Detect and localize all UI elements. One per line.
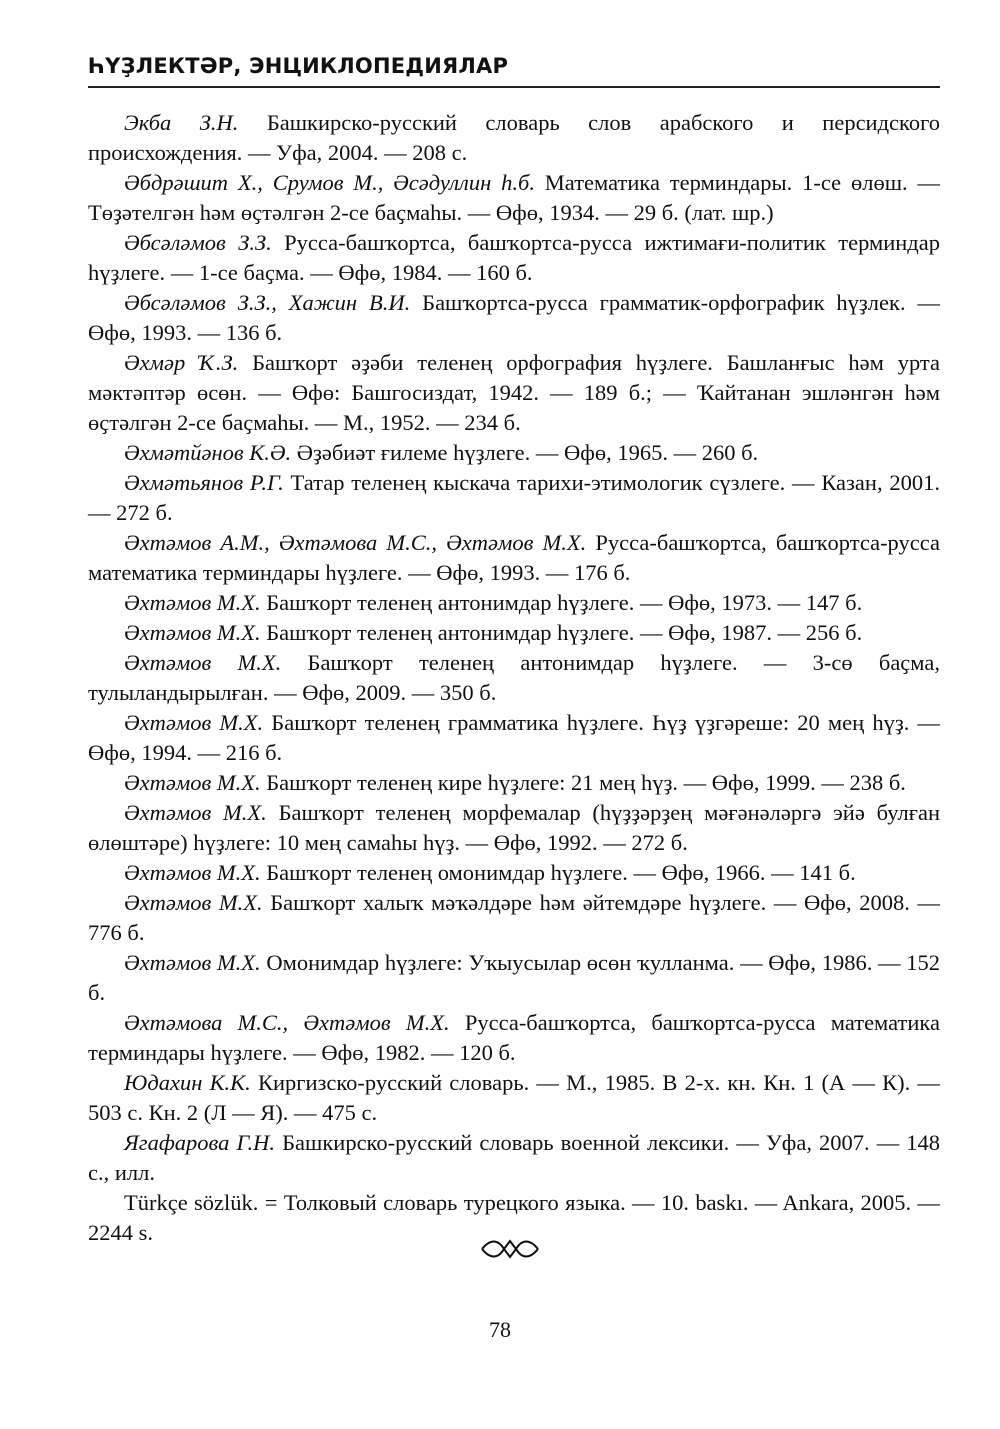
entry-author: Ягафарова Г.Н.	[124, 1130, 276, 1155]
entry-text: Башкирско-русский словарь военной лексики. — Уфа, 2007. — 148 с., илл.	[88, 1130, 940, 1185]
entry-author: Әбсәләмов З.З., Хажин В.И.	[124, 290, 411, 315]
entry-author: Әхтәмов М.Х.	[124, 590, 261, 615]
entry-text: Башкирско-русский словарь слов арабского и персидского происхождения. — Уфа, 2004. — 208 с.	[88, 110, 940, 165]
bibliography-entry	[88, 528, 940, 588]
entry-author: Әхмәр Ҡ.З.	[124, 350, 239, 375]
entry-author: Әхтәмов М.Х.	[124, 800, 267, 825]
header-rule	[88, 86, 940, 88]
entry-author: Әхтәмов М.Х.	[124, 650, 282, 675]
entry-text: Башҡорт теленең грамматика һүҙлеге. Һүҙ үҙгәреше: 20 мең һүҙ. — Өфө, 1994. — 216 б.	[88, 710, 940, 765]
entry-text: Татар теленең кыскача тарихи-этимологик сүзлеге. — Казан, 2001. — 272 б.	[88, 470, 940, 525]
entry-author: Экба З.Н.	[124, 110, 239, 135]
entry-text: Әҙәбиәт ғилеме һүҙлеге. — Өфө, 1965. — 260 б.	[291, 440, 759, 465]
bibliography-entry	[88, 648, 940, 708]
running-header: ҺҮҘЛЕКТӘР, ЭНЦИКЛОПЕДИЯЛАР	[88, 54, 509, 78]
bibliography-entry	[88, 768, 940, 798]
entry-text: Türkçe sözlük. = Толковый словарь турецкого языка. — 10. baskı. — Ankara, 2005. — 2244 s.	[88, 1190, 940, 1245]
entry-author: Әхтәмов М.Х.	[124, 620, 261, 645]
entry-author: Юдахин К.К.	[124, 1070, 251, 1095]
bibliography-entry	[88, 1008, 940, 1068]
entry-author: Әхмәтьянов Р.Г.	[124, 470, 284, 495]
entry-text: Башҡорт теленең антонимдар һүҙлеге. — 3-сө баҫма, тулыландырылған. — Өфө, 2009. — 350 б.	[88, 650, 940, 705]
entry-text: Математика терминдары. 1-се өлөш. — Төҙәтелгән һәм өҫтәлгән 2-се баҫмаһы. — Өфө, 1934. — 29 б. (лат. шр.)	[88, 170, 940, 225]
entry-author: Әбдрәшит Х., Срумов М., Әсәдуллин һ.б.	[124, 170, 535, 195]
section-end-ornament-icon	[480, 1236, 540, 1262]
entry-text: Башҡортса-русса грамматик-орфографик һүҙлек. — Өфө, 1993. — 136 б.	[88, 290, 940, 345]
bibliography-entry	[88, 888, 940, 948]
bibliography-entry	[88, 168, 940, 228]
entry-text: Омонимдар һүҙлеге: Уҡыусылар өсөн ҡулланма. — Өфө, 1986. — 152 б.	[88, 950, 940, 1005]
entry-author: Әхтәмов М.Х.	[124, 860, 261, 885]
bibliography-entry	[88, 1128, 940, 1188]
entry-author: Әхтәмов А.М., Әхтәмова М.С., Әхтәмов М.Х.	[124, 530, 587, 555]
bibliography-entry	[88, 948, 940, 1008]
entry-author: Әхтәмов М.Х.	[124, 950, 261, 975]
entry-author: Әхтәмов М.Х.	[124, 770, 261, 795]
entry-text: Башҡорт теленең кире һүҙлеге: 21 мең һүҙ. — Өфө, 1999. — 238 б.	[260, 770, 906, 795]
entry-text: Башҡорт теленең морфемалар (һүҙҙәрҙең мәғәнәләргә эйә булған өлөштәре) һүҙлеге: 10 мең самаһы һүҙ. — Өфө, 1992. — 272 б.	[88, 800, 940, 855]
entry-author: Әхтәмов М.Х.	[124, 710, 264, 735]
bibliography-entry	[88, 288, 940, 348]
bibliography-entry	[88, 228, 940, 288]
entry-text: Русса-башҡортса, башҡортса-русса ижтимағи-политик терминдар һүҙлеге. — 1-се баҫма. — Өфө, 1984. — 160 б.	[88, 230, 940, 285]
bibliography-entry	[88, 618, 940, 648]
bibliography-entry	[88, 108, 940, 168]
entry-text: Киргизско-русский словарь. — М., 1985. В 2-х. кн. Кн. 1 (А — К). — 503 с. Кн. 2 (Л — Я). — 475 с.	[88, 1070, 940, 1125]
entry-text: Русса-башҡортса, башҡортса-русса математика терминдары һүҙлеге. — Өфө, 1993. — 176 б.	[88, 530, 940, 585]
bibliography-entry	[88, 858, 940, 888]
entry-text: Русса-башҡортса, башҡортса-русса математика терминдары һүҙлеге. — Өфө, 1982. — 120 б.	[88, 1010, 940, 1065]
bibliography-entry	[88, 348, 940, 438]
entry-text: Башҡорт теленең антонимдар һүҙлеге. — Өфө, 1973. — 147 б.	[260, 590, 863, 615]
entry-author: Әхмәтйәнов К.Ә.	[124, 440, 292, 465]
bibliography-list	[88, 108, 940, 1248]
bibliography-entry	[88, 1068, 940, 1128]
entry-author: Әхтәмов М.Х.	[124, 890, 263, 915]
bibliography-entry	[88, 438, 940, 468]
page-number: 78	[489, 1317, 511, 1342]
bibliography-entry	[88, 468, 940, 528]
bibliography-entry	[88, 708, 940, 768]
entry-text: Башҡорт халыҡ мәҡәлдәре һәм әйтемдәре һүҙлеге. — Өфө, 2008. — 776 б.	[88, 890, 941, 945]
entry-author: Әбсәләмов З.З.	[124, 230, 272, 255]
entry-author: Әхтәмова М.С., Әхтәмов М.Х.	[124, 1010, 450, 1035]
entry-text: Башҡорт теленең антонимдар һүҙлеге. — Өфө, 1987. — 256 б.	[260, 620, 863, 645]
entry-text: Башҡорт теленең омонимдар һүҙлеге. — Өфө, 1966. — 141 б.	[260, 860, 856, 885]
bibliography-entry	[88, 798, 940, 858]
entry-text: Башҡорт әҙәби теленең орфография һүҙлеге. Башланғыс һәм урта мәктәптәр өсөн. — Өфө: Башгосиздат, 1942. — 189 б.; — Ҡайтанан эшләнгән һәм өҫтәлгән 2-се баҫмаһы. — М., 1952. — 234 б.	[88, 350, 940, 435]
bibliography-entry	[88, 588, 940, 618]
